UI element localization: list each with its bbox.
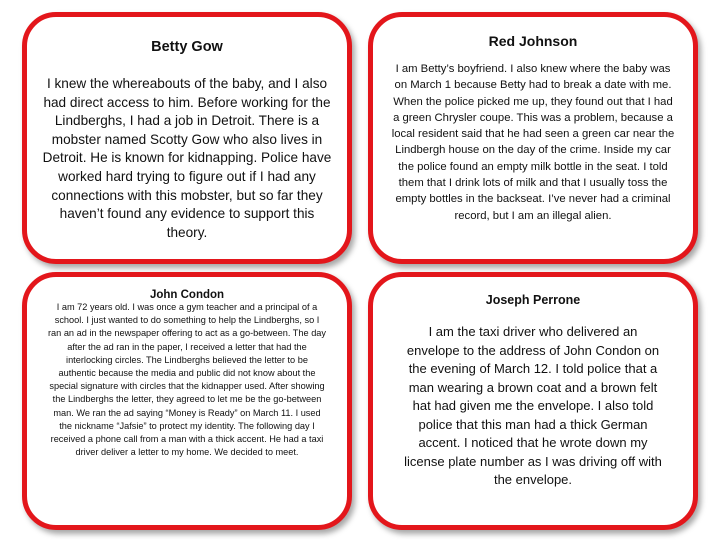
card-title: Red Johnson <box>488 33 578 49</box>
card-text: I am 72 years old. I was once a gym teacher and a principal of a school. I just wanted to do something to help the Lindberghs, so I ran an ad in the newspaper offering to act as a go-between. The day after the ad ran in the paper, I received a letter that had the interlocking circles. The Lindberghs believed the letter to be authentic because the media and public did not know about the special signature with circles that the kidnapper used. After showing the Lindberghs the letter, they agreed to let me be the go-between man. We ran the ad saying “Money is Ready” on March 11. I used the nickname “Jafsie” to protect my identity. The following day I received a phone call from a man with a thick accent. He had a taxi driver deliver a letter to my home. We decided to meet. <box>47 302 327 458</box>
card-title: John Condon <box>149 289 225 301</box>
card-title: Joseph Perrone <box>485 293 581 307</box>
card-text: I am the taxi driver who delivered an envelope to the address of John Condon on the evening of March 12. I told police that a man wearing a brown coat and a brown felt hat had given me the envelope. I also told police that this man had a thick German accent. I noticed that he wrote down my license plate number as I was driving off with the envelope. <box>404 324 662 487</box>
card-john-condon <box>22 272 352 530</box>
card-text: I am Betty’s boyfriend. I also knew where the baby was on March 1 because Betty had to break a date with me. When the police picked me up, they found out that I had a green Chrysler coupe. This was a problem, because a local resident said that he had seen a green car near the Lindbergh house on the day of the crime. Inside my car the police found an empty milk bottle in the seat. I told them that I drink lots of milk and that I usually toss the empty bottles in the backseat. I’ve never had a criminal record, but I am an illegal alien. <box>391 63 675 222</box>
card-joseph-perrone <box>368 272 698 530</box>
card-text: I knew the whereabouts of the baby, and I also had direct access to him. Before working for the Lindberghs, I had a job in Detroit. There is a mobster named Scotty Gow who also lives in Detroit. He is known for kidnapping. Police have worked hard trying to figure out if I had any connections with this mobster, but so far they haven’t found any evidence to support this theory. <box>42 76 332 240</box>
card-title: Betty Gow <box>151 39 223 55</box>
card-betty-gow <box>22 12 352 264</box>
card-red-johnson <box>368 12 698 264</box>
